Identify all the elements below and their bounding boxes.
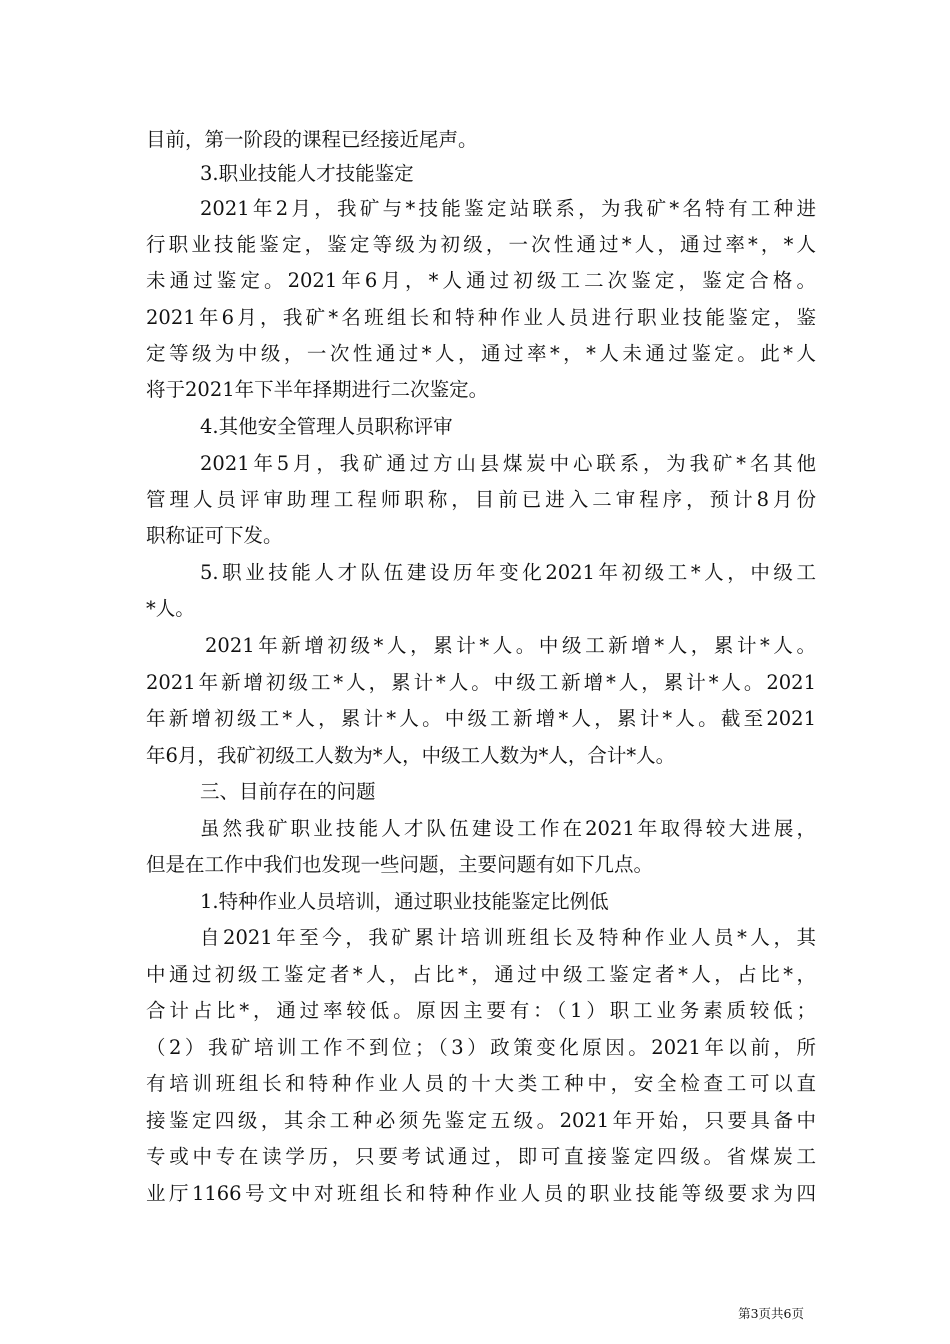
text-line: *人。 xyxy=(146,597,195,620)
page-number: 第3页共6页 xyxy=(738,1306,804,1321)
text-line: 定等级为中级，一次性通过*人，通过率*，*人未通过鉴定。此*人 xyxy=(146,342,816,365)
section-heading: 三、目前存在的问题 xyxy=(200,780,376,803)
text-line: 虽然我矿职业技能人才队伍建设工作在2021年取得较大进展， xyxy=(200,817,816,840)
text-line: 行职业技能鉴定，鉴定等级为初级，一次性通过*人，通过率*，*人 xyxy=(146,233,816,256)
text-line: 未通过鉴定。2021年6月，*人通过初级工二次鉴定，鉴定合格。 xyxy=(146,269,816,292)
text-line: 专或中专在读学历，只要考试通过，即可直接鉴定四级。省煤炭工 xyxy=(146,1145,816,1168)
text-line: 2021年5月，我矿通过方山县煤炭中心联系，为我矿*名其他 xyxy=(200,452,816,475)
text-line: 中通过初级工鉴定者*人，占比*，通过中级工鉴定者*人，占比*， xyxy=(146,963,816,986)
text-line: 2021年6月，我矿*名班组长和特种作业人员进行职业技能鉴定，鉴 xyxy=(146,306,816,329)
text-line: 年6月，我矿初级工人数为*人，中级工人数为*人，合计*人。 xyxy=(146,744,676,767)
text-line: 有培训班组长和特种作业人员的十大类工种中，安全检查工可以直 xyxy=(146,1072,816,1095)
text-line: 2021年新增初级工*人，累计*人。中级工新增*人，累计*人。2021 xyxy=(146,671,816,694)
text-line: 管理人员评审助理工程师职称，目前已进入二审程序，预计8月份 xyxy=(146,488,816,511)
text-line: 职称证可下发。 xyxy=(146,524,283,547)
text-line: （2）我矿培训工作不到位；（3）政策变化原因。2021年以前，所 xyxy=(146,1036,816,1059)
section-heading: 1.特种作业人员培训，通过职业技能鉴定比例低 xyxy=(200,890,609,913)
text-line: 年新增初级工*人，累计*人。中级工新增*人，累计*人。截至2021 xyxy=(146,707,816,730)
section-heading: 3.职业技能人才技能鉴定 xyxy=(200,162,414,185)
text-line: 但是在工作中我们也发现一些问题，主要问题有如下几点。 xyxy=(146,853,654,876)
text-line: 合计占比*，通过率较低。原因主要有：（1）职工业务素质较低； xyxy=(146,999,816,1022)
section-heading: 4.其他安全管理人员职称评审 xyxy=(200,415,453,438)
text-line: 业厅1166号文中对班组长和特种作业人员的职业技能等级要求为四 xyxy=(146,1182,816,1205)
text-line: 目前，第一阶段的课程已经接近尾声。 xyxy=(146,128,478,151)
text-line: 接鉴定四级，其余工种必须先鉴定五级。2021年开始，只要具备中 xyxy=(146,1109,816,1132)
section-heading: 5.职业技能人才队伍建设历年变化2021年初级工*人，中级工 xyxy=(200,561,816,584)
text-line: 2021年2月，我矿与*技能鉴定站联系，为我矿*名特有工种进 xyxy=(200,197,816,220)
text-line: 将于2021年下半年择期进行二次鉴定。 xyxy=(146,378,489,401)
text-line: 2021年新增初级*人，累计*人。中级工新增*人，累计*人。 xyxy=(205,634,816,657)
text-line: 自2021年至今，我矿累计培训班组长及特种作业人员*人，其 xyxy=(200,926,816,949)
